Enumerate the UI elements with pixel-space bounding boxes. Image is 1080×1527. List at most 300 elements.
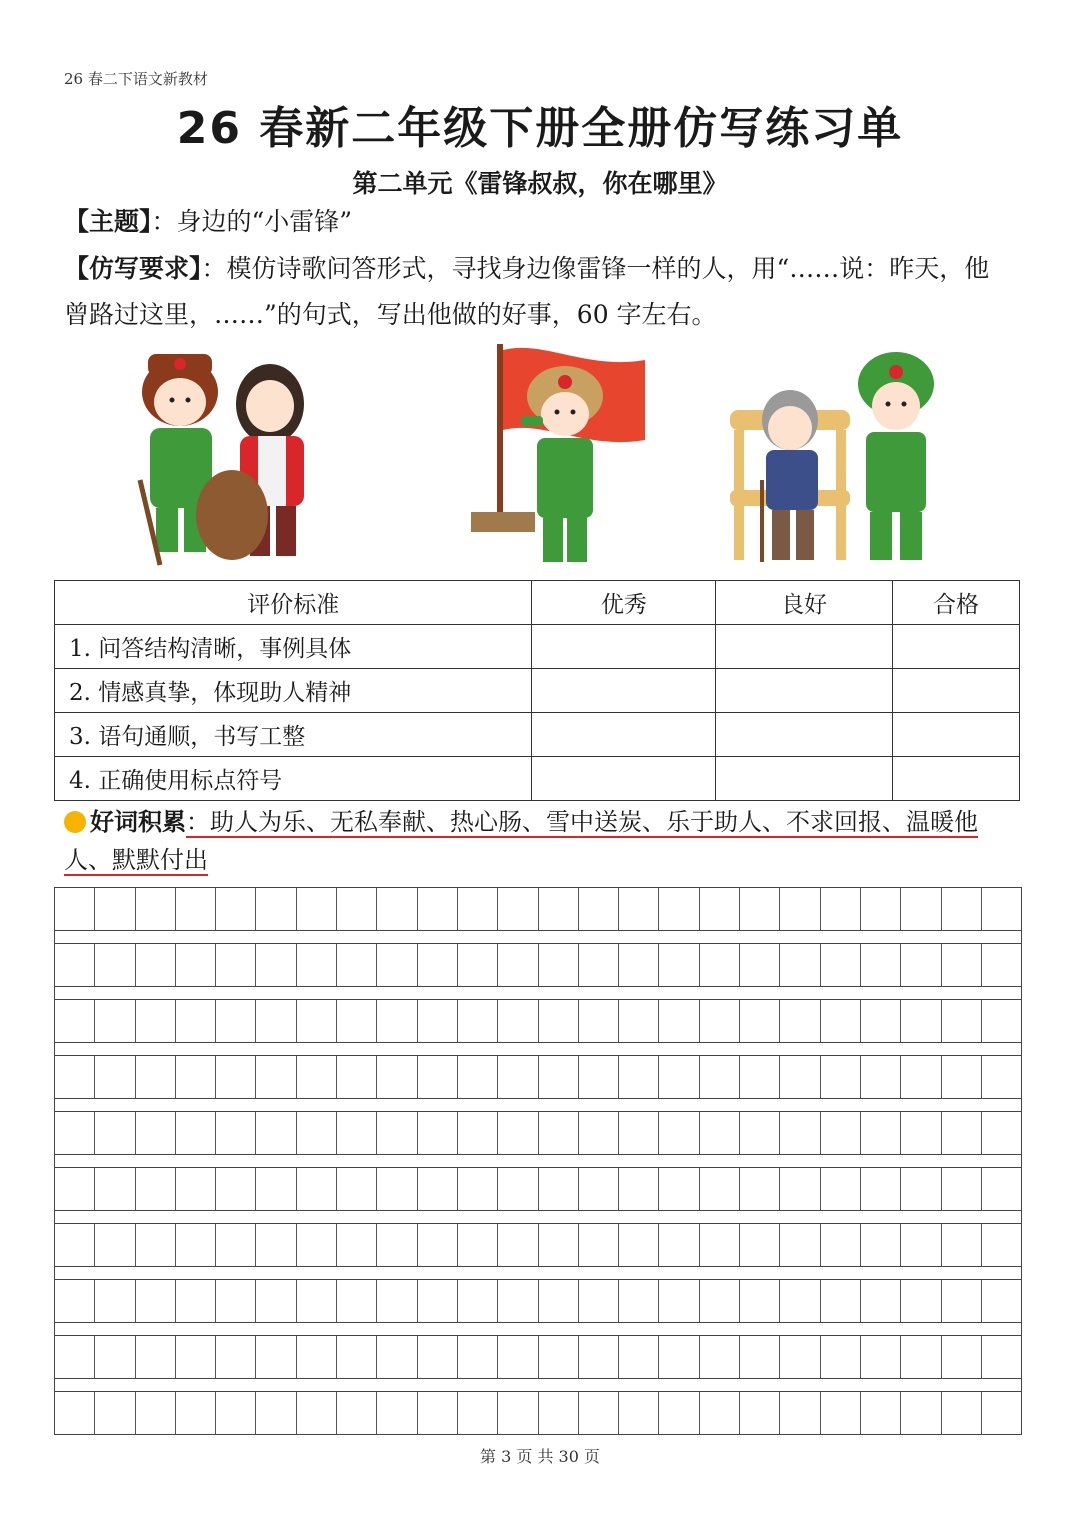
vocabulary-words: ：助人为乐、无私奉献、热心肠、雪中送炭、乐于助人、不求回报、温暖他人、默默付出: [64, 808, 978, 874]
grid-cell[interactable]: [256, 1000, 296, 1042]
grid-cell[interactable]: [700, 1336, 740, 1378]
grid-cell[interactable]: [942, 1224, 982, 1266]
grid-cell[interactable]: [337, 1280, 377, 1322]
requirement-paragraph: [64, 246, 1014, 338]
grid-cell[interactable]: [821, 1112, 861, 1154]
grid-cell[interactable]: [700, 1056, 740, 1098]
grid-cell[interactable]: [780, 1224, 820, 1266]
grid-cell[interactable]: [901, 1056, 941, 1098]
grid-cell[interactable]: [740, 1056, 780, 1098]
grid-cell[interactable]: [780, 1000, 820, 1042]
rating-cell[interactable]: [893, 757, 1020, 801]
grid-cell[interactable]: [821, 1168, 861, 1210]
rating-cell[interactable]: [532, 669, 716, 713]
grid-cell[interactable]: [216, 1112, 256, 1154]
grid-cell[interactable]: [176, 1000, 216, 1042]
grid-cell[interactable]: [136, 1168, 176, 1210]
grid-cell[interactable]: [55, 1056, 95, 1098]
page-title: 26 春新二年级下册全册仿写练习单: [176, 103, 904, 154]
grid-cell[interactable]: [539, 944, 579, 986]
grid-cell[interactable]: [539, 1336, 579, 1378]
grid-cell[interactable]: [176, 1224, 216, 1266]
grid-cell[interactable]: [498, 1224, 538, 1266]
grid-cell[interactable]: [216, 1168, 256, 1210]
unit-subtitle: 第二单元《雷锋叔叔，你在哪里》: [352, 169, 728, 198]
grid-cell[interactable]: [216, 1224, 256, 1266]
grid-cell[interactable]: [539, 1224, 579, 1266]
grid-cell[interactable]: [901, 888, 941, 930]
grid-cell[interactable]: [418, 1224, 458, 1266]
grid-cell[interactable]: [498, 1280, 538, 1322]
grid-cell[interactable]: [700, 1168, 740, 1210]
grid-cell[interactable]: [256, 1336, 296, 1378]
grid-cell[interactable]: [337, 1056, 377, 1098]
grid-row-gap: [54, 1267, 1022, 1279]
grid-cell[interactable]: [458, 1224, 498, 1266]
grid-cell[interactable]: [418, 1280, 458, 1322]
grid-cell[interactable]: [700, 1280, 740, 1322]
grid-cell[interactable]: [216, 1392, 256, 1434]
grid-cell[interactable]: [619, 888, 659, 930]
grid-cell[interactable]: [55, 1224, 95, 1266]
grid-row-gap: [54, 1379, 1022, 1391]
grid-cell[interactable]: [337, 1392, 377, 1434]
grid-cell[interactable]: [136, 1392, 176, 1434]
grid-cell[interactable]: [256, 1392, 296, 1434]
grid-cell[interactable]: [377, 888, 417, 930]
theme-text: ：身边的“小雷锋”: [151, 207, 353, 236]
header-note: 26 春二下语文新教材: [64, 70, 208, 88]
grid-cell[interactable]: [901, 1000, 941, 1042]
grid-cell[interactable]: [821, 944, 861, 986]
grid-cell[interactable]: [982, 1392, 1021, 1434]
grid-cell[interactable]: [579, 1168, 619, 1210]
grid-cell[interactable]: [377, 944, 417, 986]
grid-row: [54, 1335, 1022, 1379]
grid-cell[interactable]: [498, 1168, 538, 1210]
criterion-cell: 4. 正确使用标点符号: [55, 757, 532, 801]
grid-cell[interactable]: [458, 1000, 498, 1042]
grid-cell[interactable]: [579, 1000, 619, 1042]
grid-cell[interactable]: [982, 1280, 1021, 1322]
grid-cell[interactable]: [498, 1000, 538, 1042]
grid-cell[interactable]: [579, 888, 619, 930]
grid-cell[interactable]: [297, 1168, 337, 1210]
rating-cell[interactable]: [716, 669, 893, 713]
grid-cell[interactable]: [136, 1224, 176, 1266]
grid-cell[interactable]: [539, 1056, 579, 1098]
grid-cell[interactable]: [458, 1280, 498, 1322]
grid-cell[interactable]: [256, 888, 296, 930]
grid-cell[interactable]: [700, 1224, 740, 1266]
grid-cell[interactable]: [418, 1000, 458, 1042]
grid-cell[interactable]: [297, 1112, 337, 1154]
grid-row-gap: [54, 1155, 1022, 1167]
grid-cell[interactable]: [418, 1392, 458, 1434]
grid-cell[interactable]: [861, 1056, 901, 1098]
grid-cell[interactable]: [780, 1280, 820, 1322]
grid-cell[interactable]: [740, 1280, 780, 1322]
grid-cell[interactable]: [901, 1224, 941, 1266]
grid-cell[interactable]: [700, 888, 740, 930]
rating-cell[interactable]: [893, 669, 1020, 713]
grid-cell[interactable]: [418, 1168, 458, 1210]
grid-cell[interactable]: [619, 1336, 659, 1378]
grid-cell[interactable]: [579, 1280, 619, 1322]
grid-cell[interactable]: [55, 1112, 95, 1154]
grid-cell[interactable]: [95, 888, 135, 930]
grid-cell[interactable]: [619, 944, 659, 986]
grid-cell[interactable]: [377, 1168, 417, 1210]
header-criteria: 评价标准: [55, 581, 532, 625]
grid-row: [54, 999, 1022, 1043]
grid-cell[interactable]: [619, 1168, 659, 1210]
vocabulary-label: 好词积累: [90, 807, 186, 836]
grid-cell[interactable]: [256, 1056, 296, 1098]
grid-cell[interactable]: [780, 1336, 820, 1378]
grid-cell[interactable]: [942, 1336, 982, 1378]
grid-cell[interactable]: [821, 1392, 861, 1434]
grid-cell[interactable]: [901, 1112, 941, 1154]
header-good: 良好: [716, 581, 893, 625]
grid-cell[interactable]: [861, 1000, 901, 1042]
grid-cell[interactable]: [176, 1168, 216, 1210]
grid-cell[interactable]: [780, 1112, 820, 1154]
grid-cell[interactable]: [458, 1112, 498, 1154]
grid-cell[interactable]: [377, 1000, 417, 1042]
grid-cell[interactable]: [579, 1392, 619, 1434]
grid-cell[interactable]: [579, 1112, 619, 1154]
grid-cell[interactable]: [176, 888, 216, 930]
grid-cell[interactable]: [740, 1112, 780, 1154]
grid-row: [54, 943, 1022, 987]
grid-cell[interactable]: [740, 1168, 780, 1210]
grid-cell[interactable]: [55, 1392, 95, 1434]
grid-cell[interactable]: [982, 1224, 1021, 1266]
grid-cell[interactable]: [337, 1000, 377, 1042]
grid-cell[interactable]: [136, 888, 176, 930]
grid-cell[interactable]: [418, 888, 458, 930]
soldier-helping-girl-illustration: [120, 340, 340, 576]
grid-cell[interactable]: [136, 1112, 176, 1154]
grid-cell[interactable]: [659, 1056, 699, 1098]
grid-cell[interactable]: [901, 1280, 941, 1322]
grid-cell[interactable]: [256, 1112, 296, 1154]
grid-cell[interactable]: [942, 944, 982, 986]
grid-cell[interactable]: [861, 1392, 901, 1434]
grid-cell[interactable]: [377, 1224, 417, 1266]
criterion-cell: 3. 语句通顺，书写工整: [55, 713, 532, 757]
grid-cell[interactable]: [579, 1336, 619, 1378]
grid-cell[interactable]: [579, 1224, 619, 1266]
grid-cell[interactable]: [216, 1336, 256, 1378]
grid-cell[interactable]: [901, 1392, 941, 1434]
grid-cell[interactable]: [176, 1280, 216, 1322]
grid-cell[interactable]: [821, 1000, 861, 1042]
grid-cell[interactable]: [216, 1000, 256, 1042]
criterion-cell: 2. 情感真挚，体现助人精神: [55, 669, 532, 713]
grid-cell[interactable]: [861, 1112, 901, 1154]
grid-cell[interactable]: [780, 888, 820, 930]
grid-cell[interactable]: [659, 1000, 699, 1042]
grid-cell[interactable]: [942, 1168, 982, 1210]
grid-cell[interactable]: [659, 1280, 699, 1322]
grid-cell[interactable]: [901, 944, 941, 986]
grid-cell[interactable]: [861, 888, 901, 930]
grid-cell[interactable]: [498, 1336, 538, 1378]
illustration-strip: [120, 340, 960, 576]
grid-cell[interactable]: [377, 1056, 417, 1098]
grid-cell[interactable]: [942, 888, 982, 930]
grid-cell[interactable]: [337, 1112, 377, 1154]
grid-cell[interactable]: [176, 1336, 216, 1378]
rating-cell[interactable]: [893, 625, 1020, 669]
grid-cell[interactable]: [780, 944, 820, 986]
grid-cell[interactable]: [95, 1056, 135, 1098]
grid-row: [54, 887, 1022, 931]
grid-cell[interactable]: [176, 1056, 216, 1098]
grid-cell[interactable]: [780, 1056, 820, 1098]
grid-cell[interactable]: [619, 1000, 659, 1042]
grid-cell[interactable]: [498, 888, 538, 930]
grid-cell[interactable]: [740, 888, 780, 930]
grid-cell[interactable]: [659, 1224, 699, 1266]
grid-cell[interactable]: [539, 1112, 579, 1154]
grid-cell[interactable]: [136, 1336, 176, 1378]
grid-cell[interactable]: [95, 1000, 135, 1042]
grid-cell[interactable]: [377, 1280, 417, 1322]
grid-cell[interactable]: [377, 1392, 417, 1434]
grid-cell[interactable]: [377, 1336, 417, 1378]
grid-cell[interactable]: [780, 1168, 820, 1210]
grid-cell[interactable]: [176, 944, 216, 986]
requirement-text: ：模仿诗歌问答形式，寻找身边像雷锋一样的人，用“……说：昨天，他曾路过这里，……”的句式，写出他做的好事，60 字左右。: [64, 254, 990, 329]
grid-cell[interactable]: [539, 888, 579, 930]
table-row: [55, 669, 1020, 713]
grid-cell[interactable]: [418, 1336, 458, 1378]
grid-cell[interactable]: [740, 944, 780, 986]
grid-cell[interactable]: [55, 1336, 95, 1378]
page-footer: 第 3 页 共 30 页: [480, 1447, 600, 1466]
grid-cell[interactable]: [659, 1336, 699, 1378]
grid-cell[interactable]: [458, 1336, 498, 1378]
soldier-helping-elder-illustration: [720, 340, 960, 576]
grid-cell[interactable]: [821, 1056, 861, 1098]
grid-cell[interactable]: [498, 944, 538, 986]
grid-cell[interactable]: [659, 1112, 699, 1154]
grid-row-gap: [54, 1043, 1022, 1055]
grid-cell[interactable]: [700, 1392, 740, 1434]
grid-cell[interactable]: [982, 1000, 1021, 1042]
grid-cell[interactable]: [458, 944, 498, 986]
grid-cell[interactable]: [982, 888, 1021, 930]
grid-cell[interactable]: [740, 1336, 780, 1378]
grid-row: [54, 1391, 1022, 1435]
grid-cell[interactable]: [942, 1000, 982, 1042]
grid-cell[interactable]: [821, 1224, 861, 1266]
grid-cell[interactable]: [458, 888, 498, 930]
grid-cell[interactable]: [297, 1392, 337, 1434]
grid-cell[interactable]: [740, 1392, 780, 1434]
grid-cell[interactable]: [95, 1280, 135, 1322]
grid-cell[interactable]: [942, 1056, 982, 1098]
grid-cell[interactable]: [982, 944, 1021, 986]
grid-cell[interactable]: [136, 944, 176, 986]
grid-cell[interactable]: [55, 944, 95, 986]
grid-cell[interactable]: [539, 1392, 579, 1434]
rating-cell[interactable]: [716, 713, 893, 757]
grid-cell[interactable]: [256, 1168, 296, 1210]
saluting-soldier-illustration: [465, 340, 655, 576]
grid-cell[interactable]: [297, 888, 337, 930]
writing-grid: [54, 887, 1022, 1435]
grid-cell[interactable]: [136, 1000, 176, 1042]
grid-cell[interactable]: [136, 1280, 176, 1322]
grid-cell[interactable]: [95, 1168, 135, 1210]
grid-cell[interactable]: [901, 1168, 941, 1210]
grid-cell[interactable]: [861, 1168, 901, 1210]
table-row: [55, 757, 1020, 801]
table-row: [55, 713, 1020, 757]
grid-cell[interactable]: [216, 1056, 256, 1098]
grid-cell[interactable]: [942, 1280, 982, 1322]
grid-cell[interactable]: [659, 888, 699, 930]
grid-cell[interactable]: [539, 1000, 579, 1042]
grid-cell[interactable]: [619, 1392, 659, 1434]
grid-cell[interactable]: [498, 1056, 538, 1098]
grid-cell[interactable]: [256, 1280, 296, 1322]
grid-cell[interactable]: [297, 1224, 337, 1266]
grid-cell[interactable]: [337, 1336, 377, 1378]
grid-cell[interactable]: [95, 1224, 135, 1266]
grid-row: [54, 1055, 1022, 1099]
grid-cell[interactable]: [297, 944, 337, 986]
grid-cell[interactable]: [136, 1056, 176, 1098]
grid-row-gap: [54, 1211, 1022, 1223]
vocabulary-section: [64, 803, 1016, 879]
evaluation-table: [54, 580, 1020, 801]
grid-cell[interactable]: [176, 1392, 216, 1434]
grid-cell[interactable]: [659, 1392, 699, 1434]
grid-cell[interactable]: [942, 1112, 982, 1154]
grid-cell[interactable]: [458, 1392, 498, 1434]
table-header-row: [55, 581, 1020, 625]
grid-cell[interactable]: [700, 944, 740, 986]
grid-cell[interactable]: [337, 1224, 377, 1266]
grid-cell[interactable]: [740, 1224, 780, 1266]
grid-cell[interactable]: [418, 1056, 458, 1098]
rating-cell[interactable]: [716, 625, 893, 669]
rating-cell[interactable]: [716, 757, 893, 801]
grid-cell[interactable]: [458, 1056, 498, 1098]
grid-row-gap: [54, 987, 1022, 999]
grid-cell[interactable]: [216, 888, 256, 930]
grid-cell[interactable]: [982, 1336, 1021, 1378]
grid-cell[interactable]: [337, 1168, 377, 1210]
grid-cell[interactable]: [821, 888, 861, 930]
grid-cell[interactable]: [418, 1112, 458, 1154]
grid-cell[interactable]: [982, 1168, 1021, 1210]
header-excellent: 优秀: [532, 581, 716, 625]
grid-cell[interactable]: [700, 1000, 740, 1042]
grid-cell[interactable]: [579, 1056, 619, 1098]
grid-cell[interactable]: [256, 944, 296, 986]
requirement-label: 【仿写要求】: [64, 254, 202, 283]
grid-cell[interactable]: [861, 944, 901, 986]
grid-cell[interactable]: [95, 1112, 135, 1154]
grid-cell[interactable]: [619, 1056, 659, 1098]
grid-cell[interactable]: [95, 944, 135, 986]
grid-cell[interactable]: [539, 1280, 579, 1322]
grid-cell[interactable]: [659, 1168, 699, 1210]
grid-cell[interactable]: [982, 1112, 1021, 1154]
grid-cell[interactable]: [821, 1336, 861, 1378]
grid-row: [54, 1167, 1022, 1211]
grid-cell[interactable]: [297, 1280, 337, 1322]
grid-cell[interactable]: [458, 1168, 498, 1210]
yellow-dot-icon: [64, 811, 86, 833]
theme-line: [64, 202, 352, 238]
grid-cell[interactable]: [498, 1112, 538, 1154]
grid-cell[interactable]: [55, 1000, 95, 1042]
grid-cell[interactable]: [418, 944, 458, 986]
grid-cell[interactable]: [700, 1112, 740, 1154]
rating-cell[interactable]: [532, 713, 716, 757]
grid-row-gap: [54, 1099, 1022, 1111]
grid-row: [54, 1223, 1022, 1267]
grid-cell[interactable]: [659, 944, 699, 986]
grid-cell[interactable]: [619, 1112, 659, 1154]
grid-cell[interactable]: [780, 1392, 820, 1434]
grid-cell[interactable]: [337, 944, 377, 986]
grid-cell[interactable]: [337, 888, 377, 930]
grid-cell[interactable]: [982, 1056, 1021, 1098]
grid-cell[interactable]: [861, 1224, 901, 1266]
grid-row-gap: [54, 1323, 1022, 1335]
rating-cell[interactable]: [532, 625, 716, 669]
grid-cell[interactable]: [297, 1056, 337, 1098]
grid-cell[interactable]: [901, 1336, 941, 1378]
grid-cell[interactable]: [619, 1280, 659, 1322]
grid-cell[interactable]: [740, 1000, 780, 1042]
grid-cell[interactable]: [821, 1280, 861, 1322]
grid-cell[interactable]: [216, 1280, 256, 1322]
rating-cell[interactable]: [532, 757, 716, 801]
header-pass: 合格: [893, 581, 1020, 625]
grid-cell[interactable]: [95, 1336, 135, 1378]
grid-cell[interactable]: [579, 944, 619, 986]
grid-cell[interactable]: [297, 1000, 337, 1042]
grid-row: [54, 1279, 1022, 1323]
grid-cell[interactable]: [216, 944, 256, 986]
grid-cell[interactable]: [942, 1392, 982, 1434]
grid-cell[interactable]: [377, 1112, 417, 1154]
grid-cell[interactable]: [95, 1392, 135, 1434]
grid-cell[interactable]: [176, 1112, 216, 1154]
rating-cell[interactable]: [893, 713, 1020, 757]
grid-cell[interactable]: [55, 1280, 95, 1322]
grid-cell[interactable]: [256, 1224, 296, 1266]
grid-cell[interactable]: [619, 1224, 659, 1266]
grid-cell[interactable]: [861, 1336, 901, 1378]
theme-label: 【主题】: [64, 207, 152, 236]
grid-cell[interactable]: [55, 888, 95, 930]
grid-cell[interactable]: [498, 1392, 538, 1434]
grid-cell[interactable]: [297, 1336, 337, 1378]
grid-cell[interactable]: [539, 1168, 579, 1210]
grid-cell[interactable]: [55, 1168, 95, 1210]
grid-cell[interactable]: [861, 1280, 901, 1322]
